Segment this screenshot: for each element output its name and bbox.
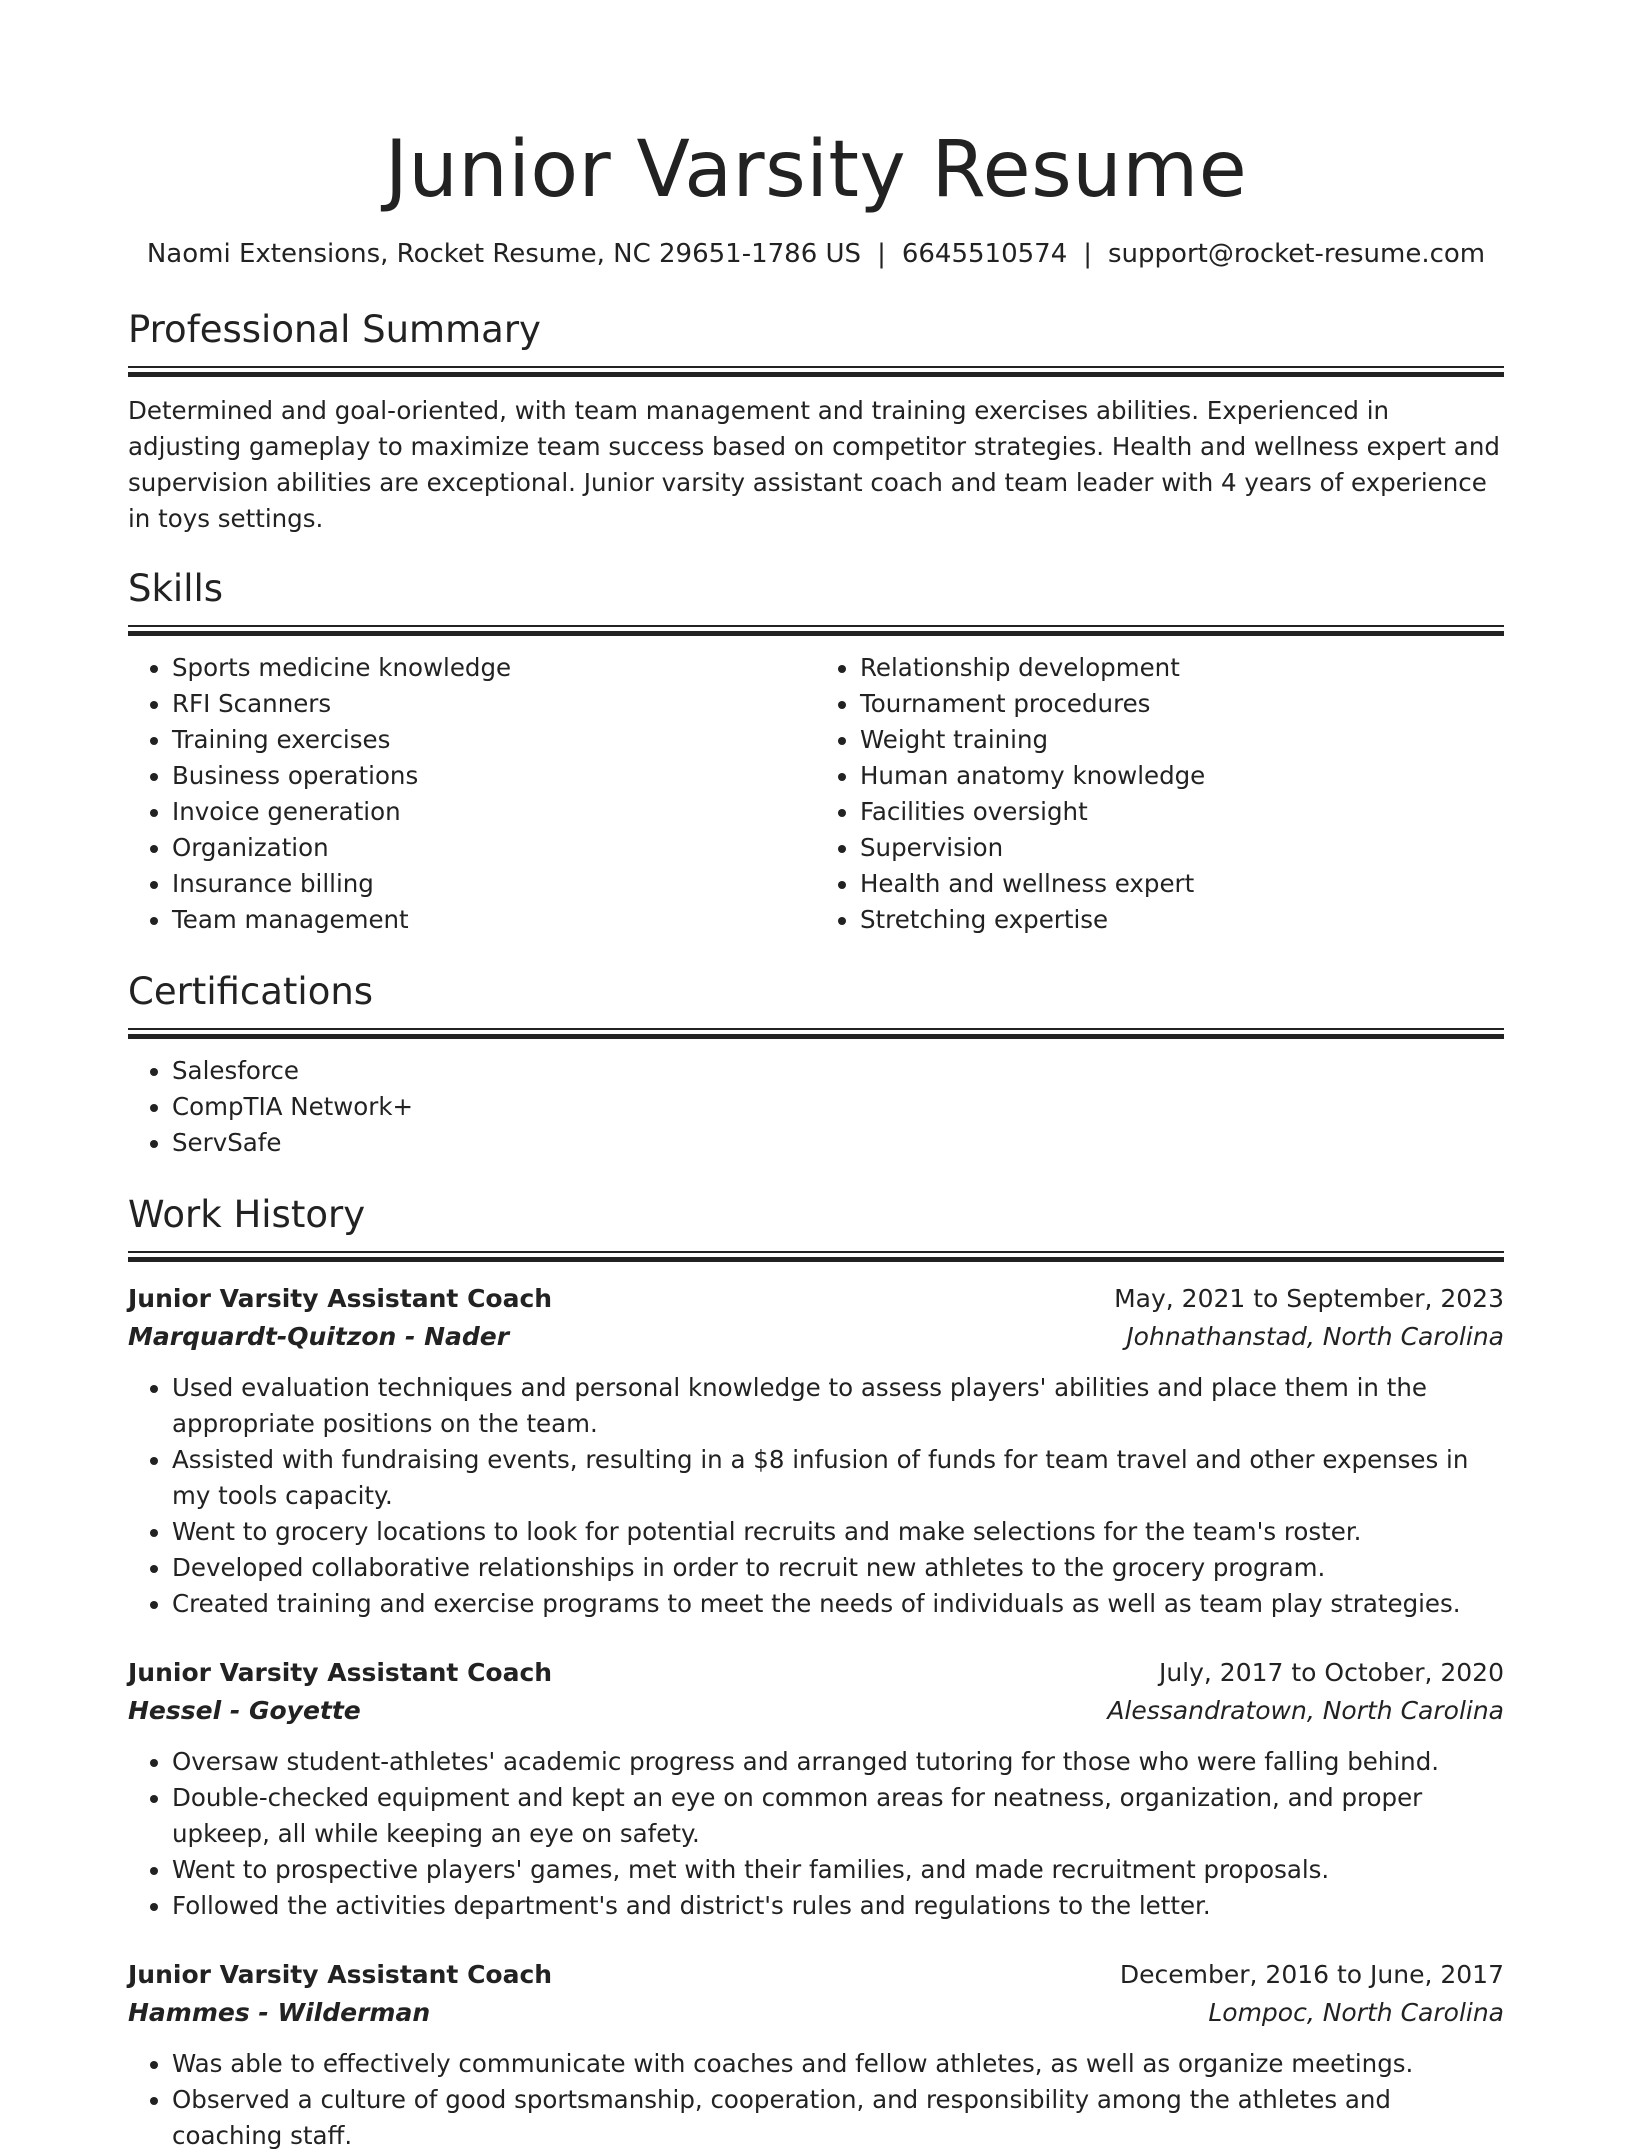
- summary-heading: Professional Summary: [128, 308, 541, 351]
- job-duty: • Used evaluation techniques and personal knowledge to assess players' abilities and place them in the appropriate positions on the team.: [172, 1370, 1504, 1442]
- job-subheader: [128, 1994, 1504, 2032]
- contact-line: [128, 236, 1504, 272]
- certifications-list: [128, 1053, 1504, 1161]
- skills-list-right: [816, 650, 1504, 938]
- job-duty: • Observed a culture of good sportsmanship, cooperation, and responsibility among the athletes and coaching staff.: [172, 2082, 1504, 2154]
- skills-section: [128, 565, 1504, 938]
- job-duty: • Followed the activities department's and district's rules and regulations to the letter.: [172, 1888, 1504, 1924]
- skill-item: • Insurance billing: [172, 866, 816, 902]
- job-subheader: [128, 1318, 1504, 1356]
- skill-item: • Invoice generation: [172, 794, 816, 830]
- skill-item: • Human anatomy knowledge: [860, 758, 1504, 794]
- job-dates: May, 2021 to September, 2023: [1114, 1284, 1504, 1313]
- resume-title: Junior Varsity Resume: [384, 125, 1248, 215]
- skills-grid: [128, 636, 1504, 938]
- job-duty: • Went to grocery locations to look for potential recruits and make selections for the team's roster.: [172, 1514, 1504, 1550]
- job-duty: • Created training and exercise programs to meet the needs of individuals as well as team play strategies.: [172, 1586, 1504, 1622]
- section-divider: [128, 1251, 1504, 1262]
- job-entry: [128, 1956, 1504, 2154]
- skill-item: • Sports medicine knowledge: [172, 650, 816, 686]
- certifications-section: [128, 968, 1504, 1161]
- job-location: Alessandratown, North Carolina: [1107, 1696, 1504, 1725]
- skill-item: • Team management: [172, 902, 816, 938]
- job-header: [128, 1280, 1504, 1318]
- job-entry: [128, 1280, 1504, 1622]
- skill-item: • Organization: [172, 830, 816, 866]
- job-duties: [128, 1370, 1504, 1622]
- job-company: Hessel - Goyette: [128, 1696, 361, 1725]
- skill-item: • Weight training: [860, 722, 1504, 758]
- summary-section: [128, 306, 1504, 537]
- job-duties: [128, 1744, 1504, 1924]
- skill-item: • Tournament procedures: [860, 686, 1504, 722]
- job-title: Junior Varsity Assistant Coach: [128, 1960, 553, 1989]
- job-dates: July, 2017 to October, 2020: [1158, 1658, 1504, 1687]
- skills-list-left: [128, 650, 816, 938]
- skill-item: • Stretching expertise: [860, 902, 1504, 938]
- contact-address: Naomi Extensions, Rocket Resume, NC 29651-1786 US: [146, 239, 862, 269]
- skill-item: • Business operations: [172, 758, 816, 794]
- work-history-heading: Work History: [128, 1193, 366, 1236]
- job-title: Junior Varsity Assistant Coach: [128, 1284, 553, 1313]
- job-header: [128, 1654, 1504, 1692]
- job-title: Junior Varsity Assistant Coach: [128, 1658, 553, 1687]
- contact-separator: |: [1083, 239, 1093, 269]
- section-divider: [128, 366, 1504, 377]
- job-subheader: [128, 1692, 1504, 1730]
- job-duty: • Developed collaborative relationships in order to recruit new athletes to the grocery program.: [172, 1550, 1504, 1586]
- section-divider: [128, 625, 1504, 636]
- skill-item: • RFI Scanners: [172, 686, 816, 722]
- job-duties: [128, 2046, 1504, 2154]
- certification-item: • ServSafe: [172, 1125, 1504, 1161]
- contact-email: support@rocket-resume.com: [1108, 239, 1486, 269]
- section-divider: [128, 1028, 1504, 1039]
- job-duty: • Was able to effectively communicate with coaches and fellow athletes, as well as organize meetings.: [172, 2046, 1504, 2082]
- certification-item: • CompTIA Network+: [172, 1089, 1504, 1125]
- summary-text: Determined and goal-oriented, with team management and training exercises abilities. Experienced in adjusting gameplay to maximize team success based on competitor strategies. Health and wellness expert and supervision abilities are exceptional. Junior varsity assistant coach and team leader with 4 years of experience in toys settings.: [128, 396, 1500, 533]
- job-duty: • Went to prospective players' games, met with their families, and made recruitment proposals.: [172, 1852, 1504, 1888]
- skill-item: • Health and wellness expert: [860, 866, 1504, 902]
- certifications-heading: Certifications: [128, 970, 374, 1013]
- contact-separator: |: [877, 239, 886, 269]
- job-company: Hammes - Wilderman: [128, 1998, 431, 2027]
- job-entry: [128, 1654, 1504, 1924]
- skill-item: • Supervision: [860, 830, 1504, 866]
- skill-item: • Facilities oversight: [860, 794, 1504, 830]
- contact-phone: 6645510574: [901, 239, 1068, 269]
- skills-heading: Skills: [128, 567, 224, 610]
- job-duty: • Oversaw student-athletes' academic progress and arranged tutoring for those who were falling behind.: [172, 1744, 1504, 1780]
- work-history-section: [128, 1191, 1504, 2154]
- job-header: [128, 1956, 1504, 1994]
- skill-item: • Relationship development: [860, 650, 1504, 686]
- job-dates: December, 2016 to June, 2017: [1119, 1960, 1504, 1989]
- job-location: Lompoc, North Carolina: [1208, 1998, 1504, 2027]
- skill-item: • Training exercises: [172, 722, 816, 758]
- job-duty: • Assisted with fundraising events, resulting in a $8 infusion of funds for team travel and other expenses in my tools capacity.: [172, 1442, 1504, 1514]
- certification-item: • Salesforce: [172, 1053, 1504, 1089]
- job-location: Johnathanstad, North Carolina: [1126, 1322, 1504, 1351]
- job-company: Marquardt-Quitzon - Nader: [128, 1322, 510, 1351]
- job-duty: • Double-checked equipment and kept an eye on common areas for neatness, organization, and proper upkeep, all while keeping an eye on safety.: [172, 1780, 1504, 1852]
